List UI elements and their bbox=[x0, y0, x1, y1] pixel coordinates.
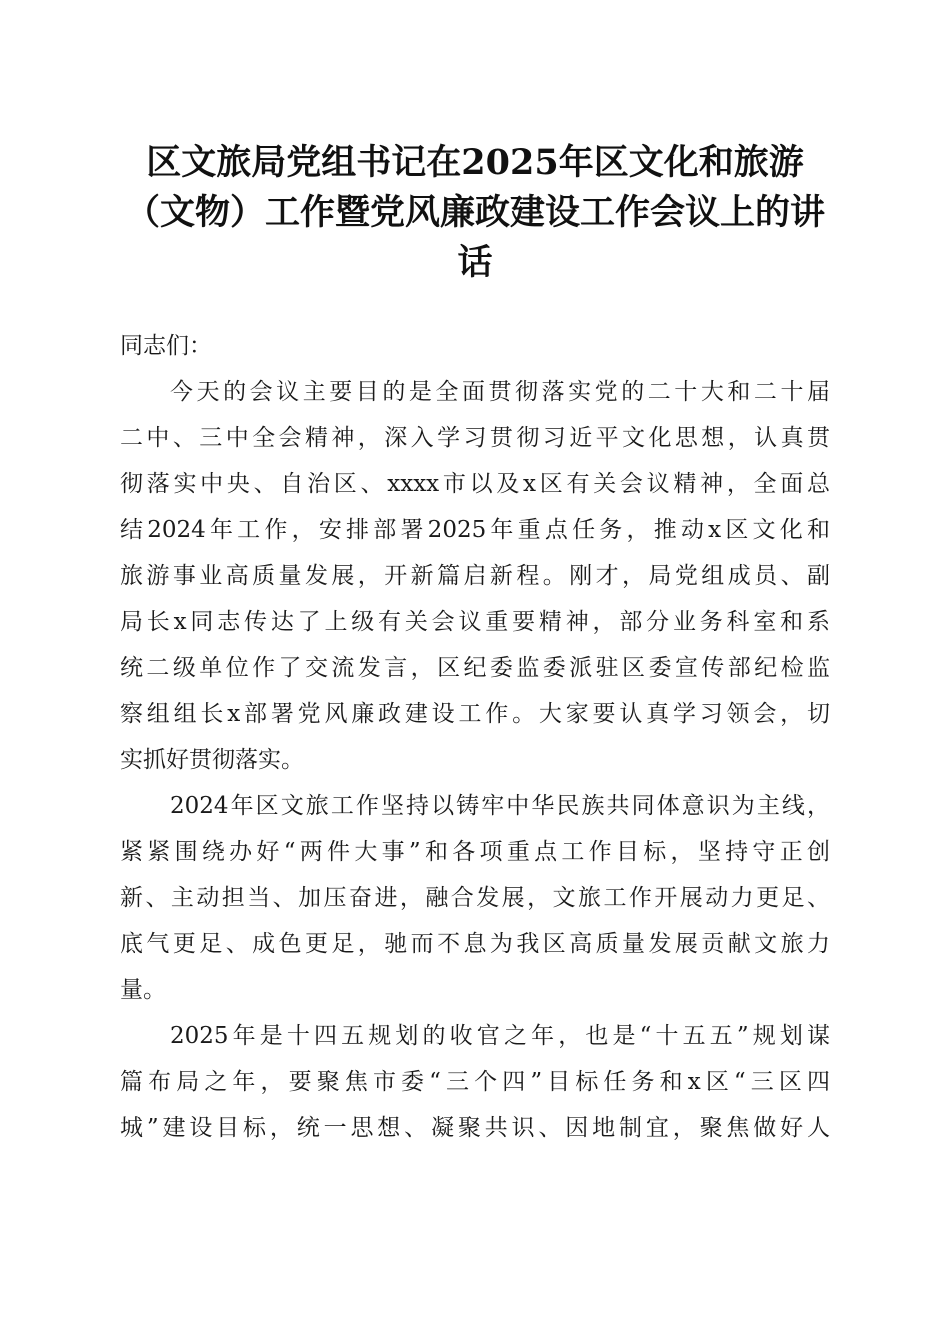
document-title bbox=[110, 138, 840, 288]
paragraph-2025-outlook bbox=[120, 1013, 830, 1151]
title-line: 话 bbox=[457, 242, 493, 283]
text-line: 结2024年工作，安排部署2025年重点任务，推动x区文化和 bbox=[120, 517, 830, 543]
salutation: 同志们： bbox=[120, 333, 212, 359]
text-line: 2025年是十四五规划的收官之年，也是“十五五”规划谋 bbox=[170, 1023, 830, 1049]
title-line: （文物）工作暨党风廉政建设工作会议上的讲 bbox=[124, 192, 825, 233]
text-line: 实抓好贯彻落实。 bbox=[120, 747, 304, 773]
title-line: 区文旅局党组书记在2025年区文化和旅游 bbox=[146, 142, 804, 183]
text-line: 量。 bbox=[120, 977, 166, 1003]
text-line: 旅游事业高质量发展，开新篇启新程。刚才，局党组成员、副 bbox=[120, 563, 830, 589]
paragraph-2024-review bbox=[120, 783, 830, 1013]
text-line: 二中、三中全会精神，深入学习贯彻习近平文化思想，认真贯 bbox=[120, 425, 830, 451]
text-line: 新、主动担当、加压奋进，融合发展，文旅工作开展动力更足、 bbox=[120, 885, 830, 911]
text-line: 彻落实中央、自治区、xxxx市以及x区有关会议精神，全面总 bbox=[120, 471, 830, 497]
text-line: 统二级单位作了交流发言，区纪委监委派驻区委宣传部纪检监 bbox=[120, 655, 830, 681]
text-line: 篇布局之年，要聚焦市委“三个四”目标任务和x区“三区四 bbox=[120, 1069, 830, 1095]
text-line: 察组组长x部署党风廉政建设工作。大家要认真学习领会，切 bbox=[120, 701, 830, 727]
text-line: 紧紧围绕办好“两件大事”和各项重点工作目标，坚持守正创 bbox=[120, 839, 830, 865]
text-line: 局长x同志传达了上级有关会议重要精神，部分业务科室和系 bbox=[120, 609, 830, 635]
text-line: 2024年区文旅工作坚持以铸牢中华民族共同体意识为主线， bbox=[170, 793, 830, 819]
document-body bbox=[120, 323, 830, 1151]
paragraph-opening bbox=[120, 369, 830, 783]
text-line: 底气更足、成色更足，驰而不息为我区高质量发展贡献文旅力 bbox=[120, 931, 830, 957]
text-line: 今天的会议主要目的是全面贯彻落实党的二十大和二十届 bbox=[170, 379, 830, 405]
text-line: 城”建设目标，统一思想、凝聚共识、因地制宜，聚焦做好人 bbox=[120, 1115, 830, 1141]
